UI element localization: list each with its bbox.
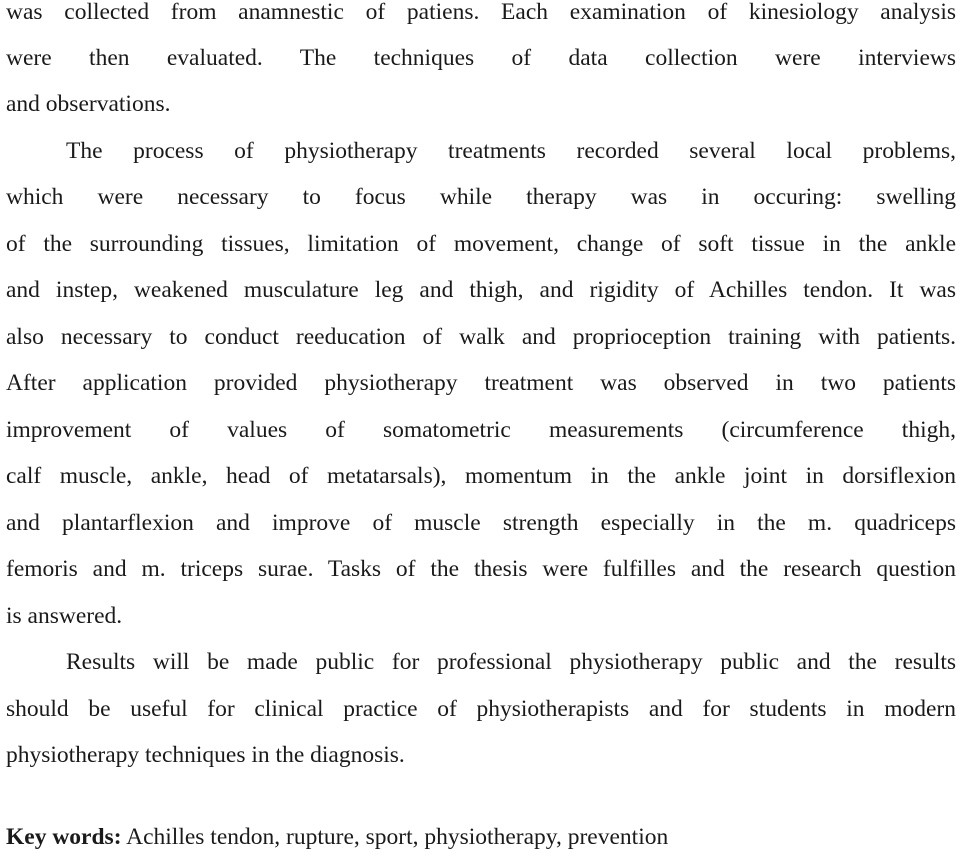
keywords-label: Key words: [6,824,122,850]
keywords-line [6,817,668,857]
text-line: is answered. [6,603,123,629]
keywords-value: Achilles tendon, rupture, sport, physiotherapy, prevention [121,824,669,850]
text-line: which were necessary to focus while therapy was in occuring: swelling [6,184,956,210]
text-line: The process of physiotherapy treatments recorded several local problems, [66,138,956,164]
text-line: should be useful for clinical practice of physiotherapists and for students in modern [6,696,956,722]
text-line: and plantarflexion and improve of muscle strength especially in the m. quadriceps [6,510,956,536]
text-line: Results will be made public for professional physiotherapy public and the results [66,649,956,675]
text-line: After application provided physiotherapy treatment was observed in two patients [6,370,956,396]
text-line: also necessary to conduct reeducation of walk and proprioception training with patients. [6,324,956,350]
text-line: physiotherapy techniques in the diagnosis. [6,742,405,768]
text-line: and observations. [6,91,171,117]
text-line: calf muscle, ankle, head of metatarsals), momentum in the ankle joint in dorsiflexion [6,463,956,489]
text-line: and instep, weakened musculature leg and thigh, and rigidity of Achilles tendon. It was [6,277,956,303]
text-line: of the surrounding tissues, limitation of movement, change of soft tissue in the ankle [6,231,956,257]
text-line: improvement of values of somatometric measurements (circumference thigh, [6,417,956,443]
text-line: was collected from anamnestic of patiens. Each examination of kinesiology analysis [6,0,956,25]
text-line: were then evaluated. The techniques of data collection were interviews [6,45,956,71]
text-line: femoris and m. triceps surae. Tasks of the thesis were fulfilles and the research question [6,556,956,582]
